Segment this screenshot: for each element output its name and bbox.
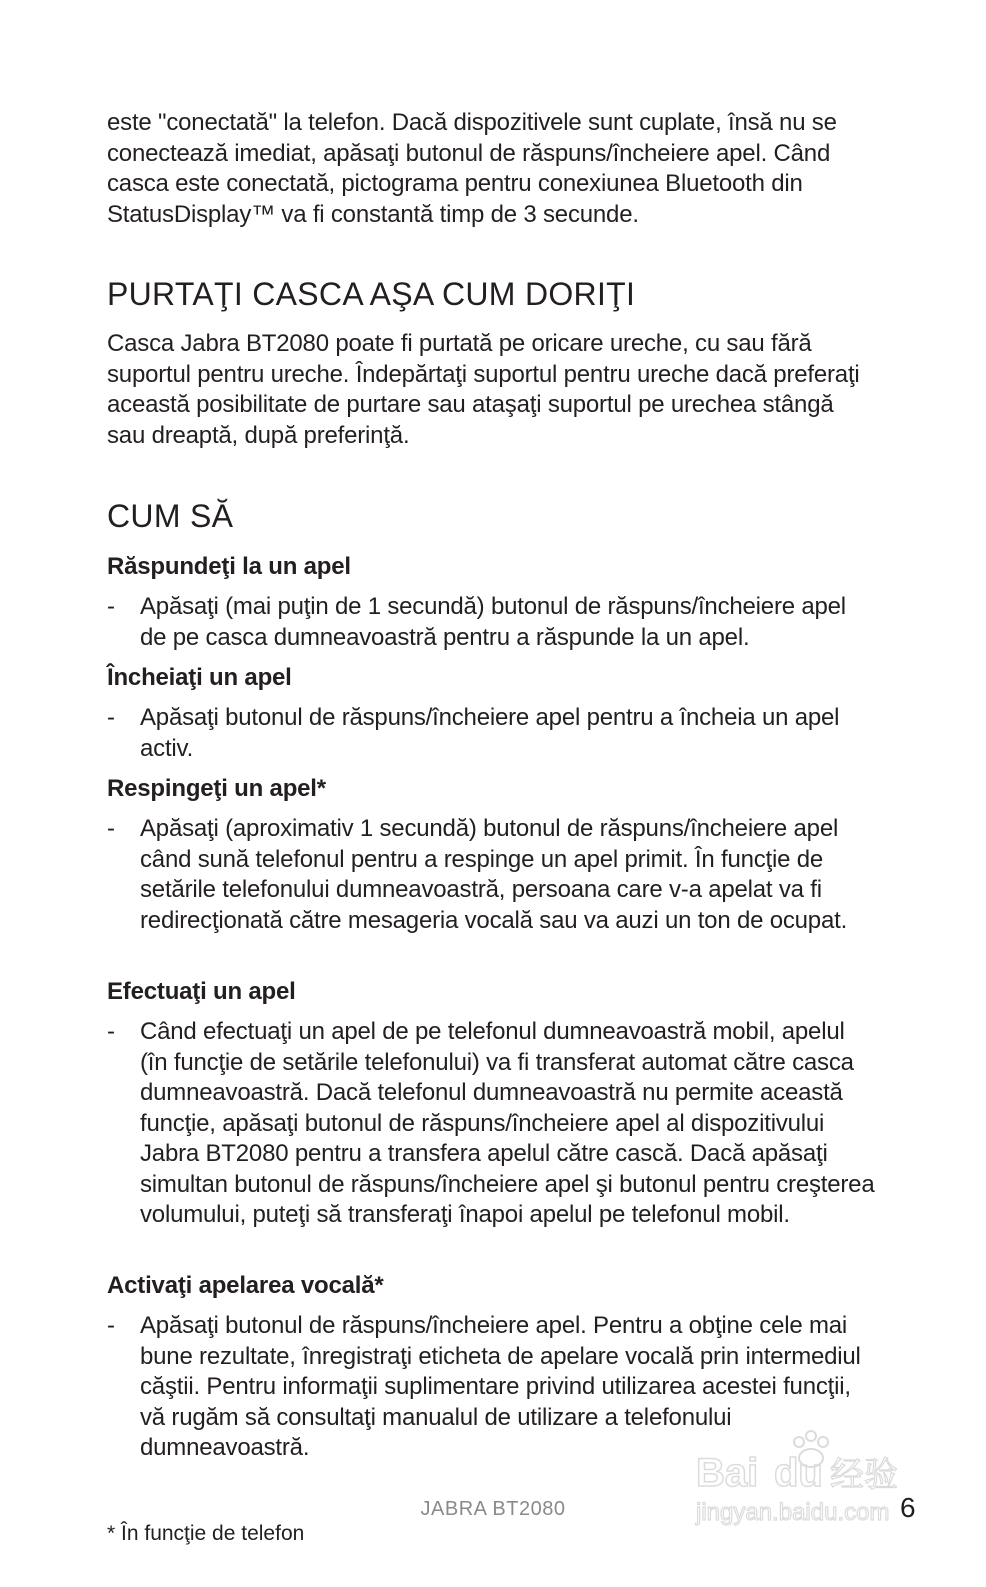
howto-item-make (107, 1017, 877, 1231)
section-heading-wear: PURTAŢI CASCA AŞA CUM DORIŢI (107, 276, 636, 312)
svg-text:jingyan.baidu.com: jingyan.baidu.com (696, 1499, 890, 1526)
wear-paragraph: Casca Jabra BT2080 poate fi purtată pe oricare ureche, cu sau fără suportul pentru ureche. Îndepărtaţi suportul pentru ureche dacă preferaţi această posibilitate de purtare sau ataşaţi suportul pe urechea stângă sau dreaptă, după preferinţă. (107, 330, 860, 449)
bullet-dash: - (107, 1018, 115, 1045)
bullet-dash: - (107, 704, 115, 731)
howto-text-end: Apăsaţi butonul de răspuns/încheiere apel pentru a încheia un apel activ. (140, 704, 840, 762)
svg-text:Bai: Bai (696, 1451, 759, 1495)
howto-text-voice: Apăsaţi butonul de răspuns/încheiere apel. Pentru a obţine cele mai bune rezultate, înregistraţi eticheta de apelare vocală prin intermediul căştii. Pentru informaţii suplimentare privind utilizarea acestei funcţii, vă rugăm să consultaţi manualul de utilizare a telefonului dumneavoastră. (140, 1312, 861, 1461)
howto-item-answer (107, 592, 877, 653)
svg-text:经验: 经验 (830, 1455, 898, 1495)
howto-item-reject (107, 814, 877, 936)
howto-text-reject: Apăsaţi (aproximativ 1 secundă) butonul de răspuns/încheiere apel când sună telefonul pentru a respinge un apel primit. În funcţie de setările telefonului dumneavoastră, persoana care v-a apelat va fi redirecţionată către mesageria vocală sau va auzi un ton de ocupat. (140, 815, 848, 934)
svg-text:du: du (774, 1451, 823, 1495)
intro-paragraph: este "conectată" la telefon. Dacă dispozitivele sunt cuplate, însă nu se conectează imediat, apăsaţi butonul de răspuns/încheiere apel. Când casca este conectată, pictograma pentru conexiunea Bluetooth din StatusDisplay™ va fi constantă timp de 3 secunde. (107, 109, 837, 228)
howto-title-end: Încheiaţi un apel (107, 664, 292, 691)
howto-title-voice: Activaţi apelarea vocală* (107, 1272, 384, 1299)
footnote: * În funcţie de telefon (107, 1522, 305, 1545)
bullet-dash: - (107, 815, 115, 842)
howto-title-reject: Respingeţi un apel* (107, 775, 326, 802)
bullet-dash: - (107, 593, 115, 620)
section-heading-howto: CUM SĂ (107, 498, 234, 534)
page-number: 6 (900, 1492, 916, 1523)
howto-title-answer: Răspundeţi la un apel (107, 553, 351, 580)
howto-item-end (107, 703, 877, 764)
howto-text-answer: Apăsaţi (mai puţin de 1 secundă) butonul de răspuns/încheiere apel de pe casca dumneavoastră pentru a răspunde la un apel. (140, 593, 846, 651)
howto-text-make: Când efectuaţi un apel de pe telefonul dumneavoastră mobil, apelul (în funcţie de setările telefonului) va fi transferat automat către casca dumneavoastră. Dacă telefonul dumneavoastră nu permite această funcţie, apăsaţi butonul de răspuns/încheiere apel al dispozitivului Jabra BT2080 pentru a transfera apelul către cască. Dacă apăsaţi simultan butonul de răspuns/încheiere apel şi butonul pentru creşterea volumului, puteţi să transferaţi înapoi apelul pe telefonul mobil. (140, 1018, 875, 1228)
bullet-dash: - (107, 1312, 115, 1339)
footer-brand: JABRA BT2080 (420, 1498, 566, 1520)
howto-title-make: Efectuaţi un apel (107, 978, 296, 1005)
